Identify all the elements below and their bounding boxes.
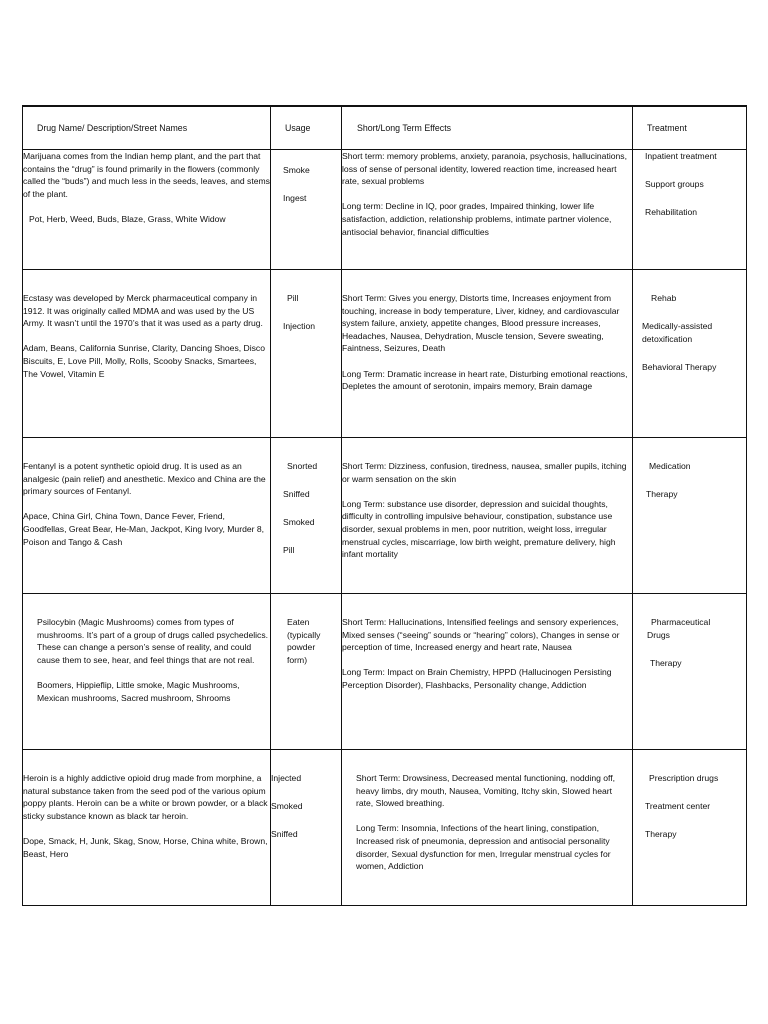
- street-names: Dope, Smack, H, Junk, Skag, Snow, Horse, China white, Brown, Beast, Hero: [23, 835, 268, 859]
- table-row: [23, 594, 747, 750]
- treatment-item: Rehabilitation: [645, 206, 698, 217]
- treatment-item: Pharmaceutical Drugs: [647, 617, 711, 640]
- short-term-effects: Short term: memory problems, anxiety, paranoia, psychosis, hallucinations, loss of sense of personal identity, lowered reaction time, increased heart rate, sexual problems: [342, 151, 627, 187]
- treatment-list: [647, 616, 724, 669]
- treatment-item: Therapy: [645, 828, 677, 839]
- treatment-item: Support groups: [645, 178, 704, 189]
- usage-item: Ingest: [283, 192, 307, 203]
- effects-cell: [342, 438, 633, 594]
- drug-description: Marijuana comes from the Indian hemp plant, and the part that contains the “drug” is found primarily in the flowers (commonly called the “buds”) and much less in the seeds, leaves, and stems of the plant.: [23, 151, 270, 199]
- drug-description: Fentanyl is a potent synthetic opioid drug. It is used as an analgesic (pain relief) and anesthetic. Mexico and China are the primary sources of Fentanyl.: [23, 461, 266, 497]
- usage-item: Sniffed: [271, 828, 298, 839]
- header-cell-drug: [23, 106, 271, 150]
- header-drug: Drug Name/ Description/Street Names: [37, 122, 188, 133]
- treatment-list: [633, 460, 746, 501]
- treatment-cell: [633, 750, 747, 906]
- street-names: Adam, Beans, California Sunrise, Clarity, Dancing Shoes, Disco Biscuits, E, Love Pill, Molly, Rolls, Scooby Snacks, Smartees, The Vowel, Vitamin E: [23, 343, 266, 379]
- treatment-list: [633, 292, 746, 373]
- street-names: Pot, Herb, Weed, Buds, Blaze, Grass, White Widow: [29, 213, 226, 224]
- table-row: [23, 150, 747, 270]
- treatment-item: Behavioral Therapy: [642, 361, 717, 372]
- usage-item: Sniffed: [283, 488, 310, 499]
- treatment-item: Rehab: [651, 293, 677, 303]
- drug-description: Heroin is a highly addictive opioid drug made from morphine, a natural substance taken from the seed pod of the various opium poppy plants. Heroin can be a white or brown powder, or a black sticky substance known as black tar heroin.: [23, 773, 268, 821]
- usage-item: Pill: [283, 544, 295, 555]
- usage-cell: [271, 594, 342, 750]
- treatment-item: Medically-assisted detoxification: [642, 320, 713, 344]
- treatment-item: Medication: [649, 461, 691, 471]
- usage-item: Eaten (typically powder form): [287, 617, 321, 665]
- description-cell: [23, 270, 271, 438]
- usage-list: [285, 616, 331, 666]
- description-cell: [23, 750, 271, 906]
- table-row: [23, 750, 747, 906]
- usage-item: Smoked: [283, 516, 315, 527]
- usage-item: Snorted: [287, 461, 318, 471]
- table-row: [23, 270, 747, 438]
- treatment-item: Treatment center: [645, 800, 711, 811]
- usage-list: [271, 460, 341, 557]
- description-cell: [23, 150, 271, 270]
- long-term-effects: Long Term: Dramatic increase in heart rate, Disturbing emotional reactions, Depletes the amount of serotonin, impairs memory, Brain damage: [342, 368, 628, 392]
- table-row: [23, 438, 747, 594]
- treatment-list: [633, 150, 746, 219]
- drug-info-table: [22, 105, 747, 906]
- street-names: Boomers, Hippieflip, Little smoke, Magic Mushrooms, Mexican mushrooms, Sacred mushroom, Shrooms: [37, 679, 240, 703]
- treatment-cell: [633, 150, 747, 270]
- usage-item: Injected: [271, 773, 302, 783]
- treatment-item: Prescription drugs: [649, 773, 719, 783]
- header-cell-usage: [271, 106, 342, 150]
- usage-item: Injection: [283, 320, 316, 331]
- long-term-effects: Long Term: substance use disorder, depression and suicidal thoughts, difficulty in controlling impulsive behaviour, constipation, substance use disorder, sexual problems in men, poor nutrition, weight loss, irregular menstrual cycles, miscarriage, low birth weight, premature delivery, high infant mortality: [342, 498, 616, 560]
- treatment-item: Therapy: [650, 657, 682, 668]
- short-term-effects: Short Term: Gives you energy, Distorts time, Increases enjoyment from touching, increase in body temperature, Liver, kidney, and cardiovascular system failure, anxiety, appetite changes, Blood pressure increases, Headaches, Nausea, Dehydration, Muscle tension, Severe sweating, Faintness, Seizures, Death: [342, 293, 620, 354]
- table-header-row: [23, 106, 747, 150]
- usage-list: [271, 772, 341, 841]
- usage-cell: [271, 270, 342, 438]
- header-treatment: Treatment: [647, 122, 687, 133]
- drug-description: Psilocybin (Magic Mushrooms) comes from types of mushrooms. It’s part of a group of drugs called psychedelics. These can change a person’s sense of reality, and could cause them to see, hear, and feel things that are not real.: [37, 617, 269, 665]
- effects-cell: [342, 270, 633, 438]
- usage-list: [271, 150, 341, 205]
- usage-item: Smoke: [283, 165, 310, 175]
- description-cell: [23, 438, 271, 594]
- usage-cell: [271, 150, 342, 270]
- treatment-cell: [633, 594, 747, 750]
- short-term-effects: Short Term: Dizziness, confusion, tiredness, nausea, smaller pupils, itching or warm sensation on the skin: [342, 461, 627, 484]
- usage-cell: [271, 438, 342, 594]
- long-term-effects: Long term: Decline in IQ, poor grades, Impaired thinking, lower life satisfaction, addiction, relationship problems, intimate partner violence, antisocial behavior, financial difficulties: [342, 201, 612, 237]
- long-term-effects: Long Term: Insomnia, Infections of the heart lining, constipation, Increased risk of pneumonia, depression and antisocial personality disorder, Sexual dysfunction for men, Irregular menstrual cycles for women, Addiction: [356, 823, 611, 872]
- header-usage: Usage: [285, 122, 311, 133]
- effects-cell: [342, 750, 633, 906]
- long-term-effects: Long Term: Impact on Brain Chemistry, HPPD (Hallucinogen Persisting Perception Disorder), Flashbacks, Personality change, Addiction: [342, 667, 612, 690]
- effects-cell: [342, 594, 633, 750]
- usage-cell: [271, 750, 342, 906]
- description-cell: [23, 594, 271, 750]
- street-names: Apace, China Girl, China Town, Dance Fever, Friend, Goodfellas, Great Bear, He-Man, Jackpot, King Ivory, Murder 8, Poison and Tango & Cash: [23, 511, 265, 547]
- treatment-item: Inpatient treatment: [645, 151, 717, 161]
- treatment-cell: [633, 438, 747, 594]
- effects-cell: [342, 150, 633, 270]
- header-effects: Short/Long Term Effects: [357, 122, 452, 133]
- treatment-item: Therapy: [646, 488, 678, 499]
- treatment-list: [633, 772, 746, 841]
- drug-description: Ecstasy was developed by Merck pharmaceutical company in 1912. It was originally called MDMA and was used by the US Army. It wasn’t until the 1970’s that it was used as a party drug.: [23, 293, 263, 329]
- header-cell-treatment: [633, 106, 747, 150]
- header-cell-effects: [342, 106, 633, 150]
- usage-list: [271, 292, 341, 333]
- usage-item: Smoked: [271, 800, 303, 811]
- short-term-effects: Short Term: Hallucinations, Intensified feelings and sensory experiences, Mixed senses (“seeing” sounds or “hearing” colors), Changes in sense or perception of time, Increased energy and heart rate, Nausea: [342, 617, 620, 653]
- short-term-effects: Short Term: Drowsiness, Decreased mental functioning, nodding off, heavy limbs, dry mouth, Nausea, Vomiting, Itchy skin, Slowed heart rate, Slowed breathing.: [356, 773, 616, 809]
- usage-item: Pill: [287, 293, 299, 303]
- treatment-cell: [633, 270, 747, 438]
